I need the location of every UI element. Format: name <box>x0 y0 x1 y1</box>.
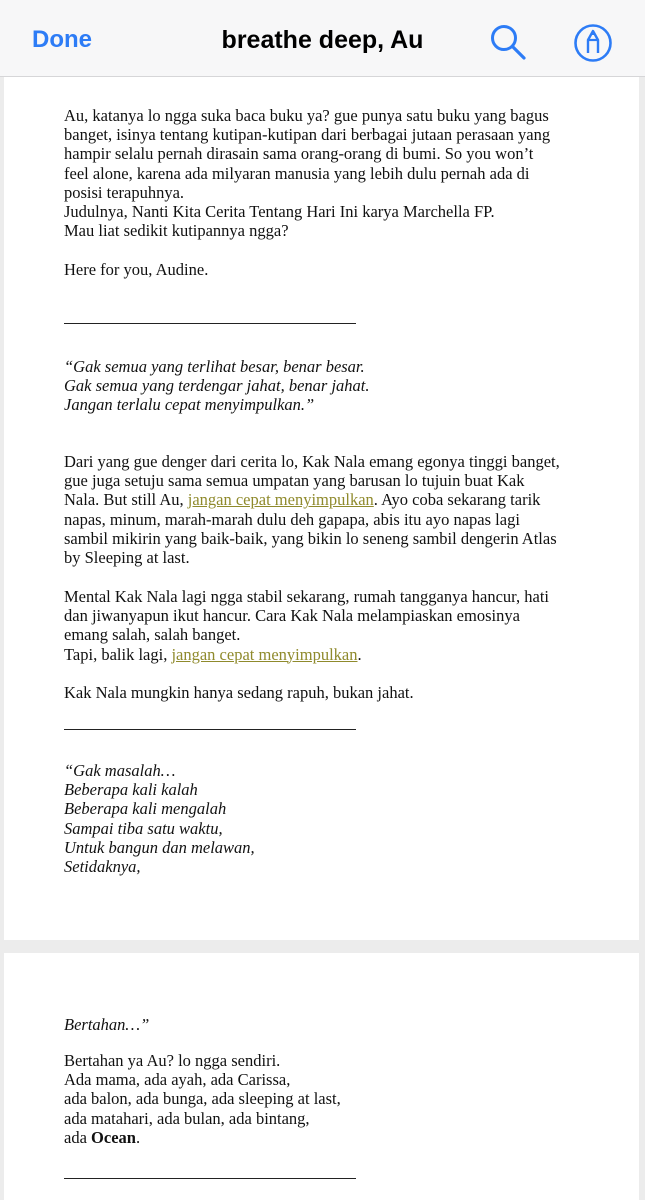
divider <box>64 1178 356 1179</box>
text-line: Dari yang gue denger dari cerita lo, Kak Nala emang egonya tinggi banget, <box>64 452 560 471</box>
search-icon[interactable] <box>489 23 527 61</box>
text-span: . <box>357 644 362 664</box>
quote-link[interactable]: jangan cepat menyimpulkan <box>187 490 374 510</box>
text-line: by Sleeping at last. <box>64 548 190 568</box>
done-button[interactable]: Done <box>32 26 92 53</box>
text-line: Gak semua yang terdengar jahat, benar jahat. <box>64 376 370 396</box>
text-line: Ada mama, ada ayah, ada Carissa, <box>64 1070 291 1090</box>
text-line: Jangan terlalu cepat menyimpulkan.” <box>64 395 315 415</box>
text-span: . <box>135 1127 141 1147</box>
text-line: napas, minum, marah-marah dulu deh gapapa, abis itu ayo napas lagi <box>64 509 520 529</box>
markup-icon[interactable] <box>573 23 613 63</box>
text-span: Tapi, balik lagi, <box>64 644 172 664</box>
quote-1 <box>64 357 604 415</box>
text-line: Beberapa kali kalah <box>64 780 198 800</box>
signature-line <box>64 260 604 279</box>
text-line: dan jiwanyapun ikut hancur. Cara Kak Nala melampiaskan emosinya <box>64 606 520 626</box>
text-span: Nala. But still Au, <box>64 490 188 510</box>
text-line <box>64 1128 604 1147</box>
ocean-text: Ocean <box>91 1127 136 1147</box>
text-line: Here for you, Audine. <box>64 260 209 279</box>
text-line: Beberapa kali mengalah <box>64 799 227 819</box>
text-line: hampir selalu pernah dirasain sama orang-orang di bumi. So you won’t <box>64 144 534 164</box>
text-span: ada <box>64 1127 92 1147</box>
closing-paragraph <box>64 1051 604 1147</box>
text-line: sambil mikirin yang baik-baik, yang bikin lo seneng sambil dengerin Atlas <box>64 528 557 548</box>
text-line: Bertahan…” <box>64 1015 150 1034</box>
quote-2-end <box>64 1015 604 1034</box>
text-line: Kak Nala mungkin hanya sedang rapuh, bukan jahat. <box>64 683 414 702</box>
paragraph-2 <box>64 587 604 664</box>
text-line: feel alone, karena ada milyaran manusia yang lebih dulu pernah ada di <box>64 163 530 183</box>
document-page-2 <box>4 953 639 1200</box>
text-span: . Ayo coba sekarang tarik <box>373 490 541 510</box>
text-line: Mental Kak Nala lagi ngga stabil sekarang, rumah tangganya hancur, hati <box>64 587 550 606</box>
text-line: Mau liat sedikit kutipannya ngga? <box>64 221 289 241</box>
text-line: Setidaknya, <box>64 857 141 877</box>
text-line: Judulnya, Nanti Kita Cerita Tentang Hari Ini karya Marchella FP. <box>64 202 495 222</box>
text-line: “Gak semua yang terlihat besar, benar besar. <box>64 357 365 376</box>
text-line: posisi terapuhnya. <box>64 182 185 202</box>
text-line <box>64 645 604 664</box>
text-line: Sampai tiba satu waktu, <box>64 818 223 838</box>
navigation-bar <box>0 0 645 77</box>
intro-paragraph <box>64 106 604 240</box>
text-line: Untuk bangun dan melawan, <box>64 837 255 857</box>
text-line: Au, katanya lo ngga suka baca buku ya? gue punya satu buku yang bagus <box>64 106 549 125</box>
text-line: “Gak masalah… <box>64 761 176 780</box>
text-line: banget, isinya tentang kutipan-kutipan dari berbagai jutaan perasaan yang <box>64 125 551 145</box>
paragraph-3 <box>64 683 604 702</box>
text-line: ada balon, ada bunga, ada sleeping at last, <box>64 1089 341 1109</box>
text-line <box>64 490 604 509</box>
text-line: emang salah, salah banget. <box>64 625 241 645</box>
document-page-1 <box>4 77 639 940</box>
text-line: ada matahari, ada bulan, ada bintang, <box>64 1108 310 1128</box>
divider <box>64 323 356 324</box>
quote-2 <box>64 761 604 876</box>
divider <box>64 729 356 730</box>
text-line: gue juga setuju sama semua umpatan yang barusan lo tujuin buat Kak <box>64 471 525 491</box>
document-title: breathe deep, Au <box>221 26 424 54</box>
quote-link[interactable]: jangan cepat menyimpulkan <box>171 644 358 664</box>
text-line: Bertahan ya Au? lo ngga sendiri. <box>64 1051 281 1070</box>
paragraph-1 <box>64 452 604 567</box>
